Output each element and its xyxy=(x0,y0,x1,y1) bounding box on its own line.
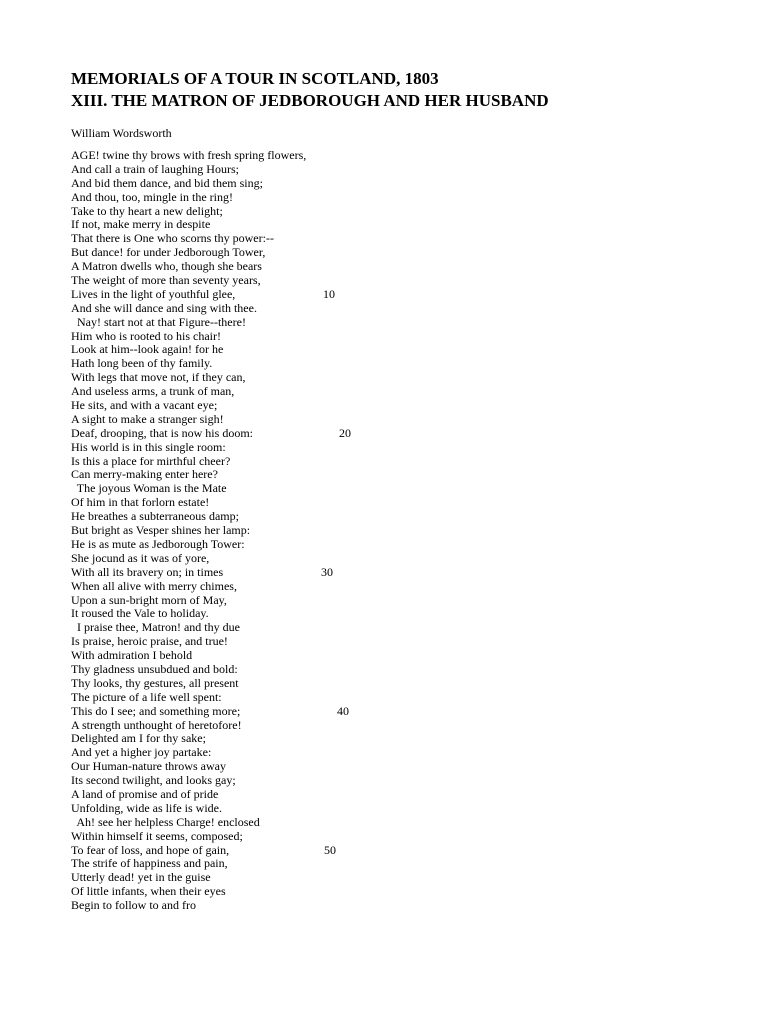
line-number: 30 xyxy=(321,564,333,579)
poem-line xyxy=(71,677,691,691)
page-title-series: MEMORIALS OF A TOUR IN SCOTLAND, 1803 xyxy=(71,69,439,88)
poem-line-text: His world is in this single room: xyxy=(71,439,226,454)
poem-line-text: The joyous Woman is the Mate xyxy=(71,481,227,496)
poem-line-text: Nay! start not at that Figure--there! xyxy=(71,314,246,329)
poem-line xyxy=(71,205,691,219)
poem-line xyxy=(71,218,691,232)
poem-line xyxy=(71,635,691,649)
poem-line xyxy=(71,524,691,538)
poem-line-text: When all alive with merry chimes, xyxy=(71,578,237,593)
poem-line xyxy=(71,538,691,552)
poem-line-text: The picture of a life well spent: xyxy=(71,689,222,704)
poem-line xyxy=(71,871,691,885)
poem-line xyxy=(71,482,691,496)
poem-line xyxy=(71,844,691,858)
poem-line-text: But bright as Vesper shines her lamp: xyxy=(71,523,251,538)
poem-line-text: Is this a place for mirthful cheer? xyxy=(71,453,231,468)
poem-line-text: With all its bravery on; in times xyxy=(71,564,224,579)
poem-line-text: Begin to follow to and fro xyxy=(71,898,196,913)
poem-line-text: Its second twilight, and looks gay; xyxy=(71,773,236,788)
poem-line xyxy=(71,343,691,357)
poem-line-text: Look at him--look again! for he xyxy=(71,342,224,357)
poem-line-text: She jocund as it was of yore, xyxy=(71,550,210,565)
poem-line xyxy=(71,441,691,455)
poem-line xyxy=(71,316,691,330)
poem-line xyxy=(71,580,691,594)
poem-line xyxy=(71,830,691,844)
poem-line-text: And call a train of laughing Hours; xyxy=(71,161,239,176)
poem-line-text: A land of promise and of pride xyxy=(71,786,219,801)
poem-line xyxy=(71,552,691,566)
poem-line xyxy=(71,594,691,608)
poem-line xyxy=(71,621,691,635)
poem-line xyxy=(71,510,691,524)
poem-line-text: The weight of more than seventy years, xyxy=(71,273,261,288)
poem-line xyxy=(71,816,691,830)
poem-line xyxy=(71,246,691,260)
poem-line xyxy=(71,149,691,163)
poem-line xyxy=(71,191,691,205)
poem-line-text: I praise thee, Matron! and thy due xyxy=(71,620,240,635)
poem-line-text: It roused the Vale to holiday. xyxy=(71,606,209,621)
poem-line-text: Can merry-making enter here? xyxy=(71,467,218,482)
poem-line xyxy=(71,732,691,746)
poem-line xyxy=(71,719,691,733)
poem-line xyxy=(71,857,691,871)
poem-line xyxy=(71,760,691,774)
author-name: William Wordsworth xyxy=(71,126,172,140)
line-number: 10 xyxy=(323,286,335,301)
poem-line-text: Thy looks, thy gestures, all present xyxy=(71,675,239,690)
poem-line xyxy=(71,774,691,788)
poem-line xyxy=(71,371,691,385)
poem-line xyxy=(71,232,691,246)
page-title-poem: XIII. THE MATRON OF JEDBOROUGH AND HER HUSBAND xyxy=(71,91,549,110)
poem-line xyxy=(71,399,691,413)
poem-line xyxy=(71,357,691,371)
poem-line xyxy=(71,427,691,441)
poem-line-text: And bid them dance, and bid them sing; xyxy=(71,175,263,190)
poem-line xyxy=(71,288,691,302)
poem-line xyxy=(71,260,691,274)
poem-line xyxy=(71,413,691,427)
poem-line-text: But dance! for under Jedborough Tower, xyxy=(71,245,266,260)
line-number: 50 xyxy=(324,842,336,857)
poem-line xyxy=(71,663,691,677)
poem-line-text: He sits, and with a vacant eye; xyxy=(71,398,218,413)
poem-line-text: Delighted am I for thy sake; xyxy=(71,731,206,746)
poem-line-text: Upon a sun-bright morn of May, xyxy=(71,592,227,607)
poem-line-text: Is praise, heroic praise, and true! xyxy=(71,634,228,649)
poem-line-text: Ah! see her helpless Charge! enclosed xyxy=(71,814,260,829)
poem-line-text: Within himself it seems, composed; xyxy=(71,828,243,843)
poem-line xyxy=(71,607,691,621)
document-page xyxy=(71,68,691,913)
poem-line-text: Of little infants, when their eyes xyxy=(71,884,226,899)
line-number: 40 xyxy=(337,703,349,718)
poem-line-text: A sight to make a stranger sigh! xyxy=(71,411,224,426)
poem-line xyxy=(71,705,691,719)
poem-line-text: Thy gladness unsubdued and bold: xyxy=(71,661,238,676)
poem-line-text: The strife of happiness and pain, xyxy=(71,856,228,871)
poem-line-text: With legs that move not, if they can, xyxy=(71,370,246,385)
poem-line-text: He is as mute as Jedborough Tower: xyxy=(71,536,245,551)
poem-line xyxy=(71,788,691,802)
poem-line xyxy=(71,177,691,191)
poem-line xyxy=(71,691,691,705)
poem-line-text: Him who is rooted to his chair! xyxy=(71,328,221,343)
poem-line-text: Utterly dead! yet in the guise xyxy=(71,870,211,885)
poem-line-text: AGE! twine thy brows with fresh spring flowers, xyxy=(71,148,307,162)
poem-line xyxy=(71,885,691,899)
poem-line-text: And yet a higher joy partake: xyxy=(71,745,212,760)
poem-line xyxy=(71,468,691,482)
poem-line xyxy=(71,330,691,344)
poem-body xyxy=(71,149,691,913)
poem-line xyxy=(71,649,691,663)
poem-line-text: That there is One who scorns thy power:-- xyxy=(71,231,274,246)
poem-line-text: Take to thy heart a new delight; xyxy=(71,203,223,218)
poem-line-text: This do I see; and something more; xyxy=(71,703,241,718)
poem-line-text: He breathes a subterraneous damp; xyxy=(71,509,239,524)
poem-line xyxy=(71,302,691,316)
poem-line-text: With admiration I behold xyxy=(71,648,193,663)
poem-line-text: And useless arms, a trunk of man, xyxy=(71,384,235,399)
poem-line-text: Hath long been of thy family. xyxy=(71,356,213,371)
poem-line-text: A strength unthought of heretofore! xyxy=(71,717,242,732)
poem-line xyxy=(71,496,691,510)
poem-line-text: And thou, too, mingle in the ring! xyxy=(71,189,233,204)
poem-line-text: Unfolding, wide as life is wide. xyxy=(71,800,222,815)
poem-line-text: Our Human-nature throws away xyxy=(71,759,226,774)
line-number: 20 xyxy=(339,425,351,440)
poem-line-text: A Matron dwells who, though she bears xyxy=(71,259,262,274)
poem-line-text: And she will dance and sing with thee. xyxy=(71,300,257,315)
poem-line-text: Of him in that forlorn estate! xyxy=(71,495,210,510)
poem-line-text: Deaf, drooping, that is now his doom: xyxy=(71,425,253,440)
poem-line-text: To fear of loss, and hope of gain, xyxy=(71,842,230,857)
poem-line-text: Lives in the light of youthful glee, xyxy=(71,286,236,301)
poem-line xyxy=(71,274,691,288)
poem-line xyxy=(71,566,691,580)
poem-line-text: If not, make merry in despite xyxy=(71,217,211,232)
poem-line xyxy=(71,802,691,816)
poem-line xyxy=(71,385,691,399)
poem-line xyxy=(71,163,691,177)
poem-line xyxy=(71,899,691,913)
poem-line xyxy=(71,455,691,469)
poem-line xyxy=(71,746,691,760)
